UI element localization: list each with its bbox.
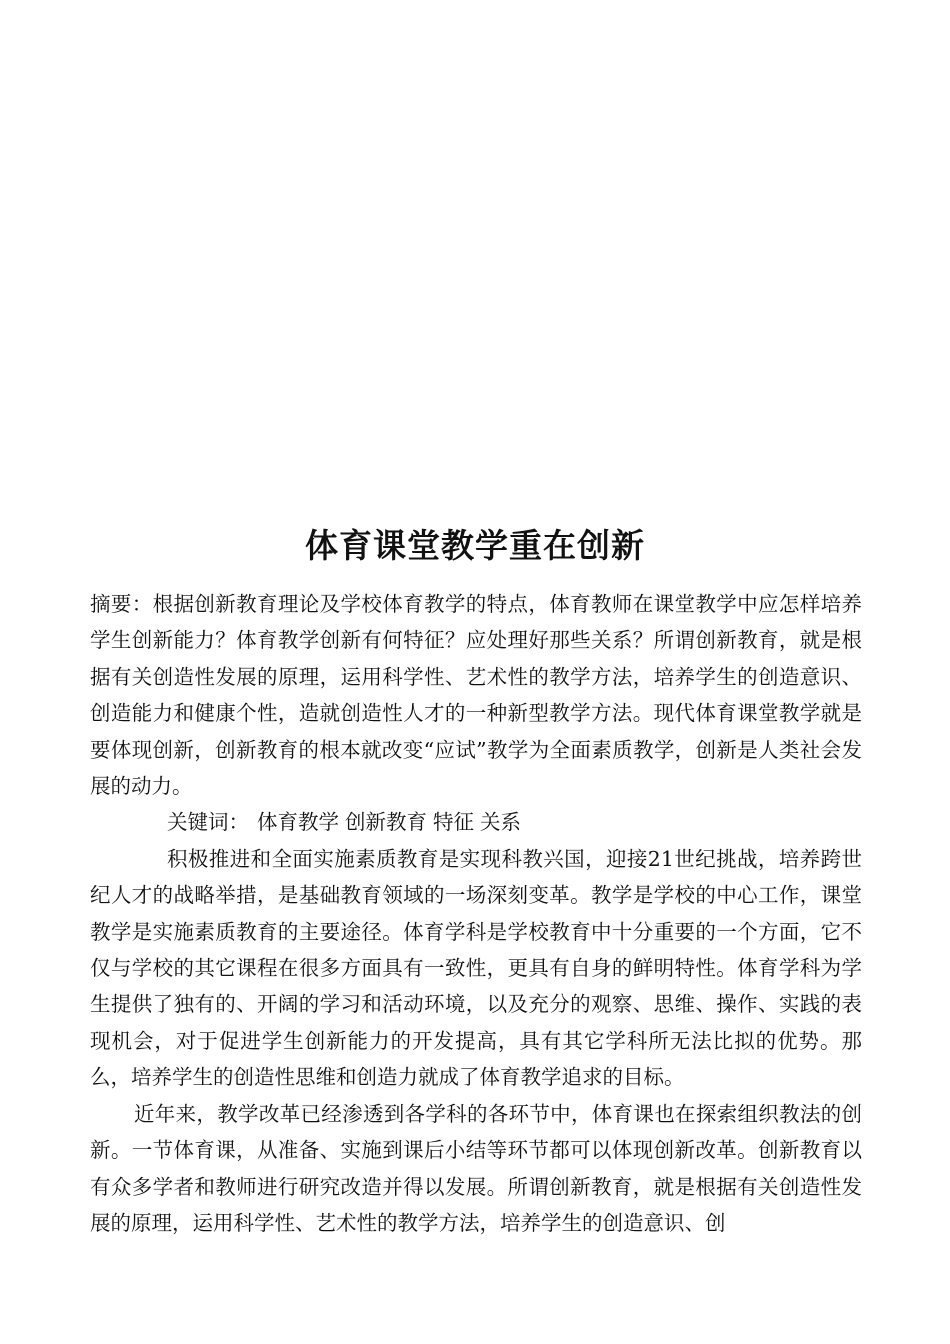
keywords-line (90, 804, 862, 840)
keyword-item: 体育教学 (257, 810, 339, 835)
abstract-text: 根据创新教育理论及学校体育教学的特点，体育教师在课堂教学中应怎样培养学生创新能力？体育教学创新有何特征？应处理好那些关系？所谓创新教育，就是根据有关创造性发展的原理，运用科学性、艺术性的教学方法，培养学生的创造意识、创造能力和健康个性，造就创造性人才的一种新型教学方法。现代体育课堂教学就是要体现创新，创新教育的根本就改变“应试”教学为全面素质教学，创新是人类社会发展的动力。 (90, 592, 862, 799)
document-title: 体育课堂教学重在创新 (305, 526, 645, 565)
keywords-label: 关键词： (167, 810, 249, 835)
body-paragraph-2: 近年来，教学改革已经渗透到各学科的各环节中，体育课也在探索组织教法的创新。一节体育课，从准备、实施到课后小结等环节都可以体现创新改革。创新教育以有众多学者和教师进行研究改造并得以发展。所谓创新教育，就是根据有关创造性发展的原理，运用科学性、艺术性的教学方法，培养学生的创造意识、创 (90, 1101, 862, 1235)
body-paragraph-1: 积极推进和全面实施素质教育是实现科教兴国，迎接21世纪挑战，培养跨世纪人才的战略举措，是基础教育领域的一场深刻变革。教学是学校的中心工作，课堂教学是实施素质教育的主要途径。体育学科是学校教育中十分重要的一个方面，它不仅与学校的其它课程在很多方面具有一致性，更具有自身的鲜明特性。体育学科为学生提供了独有的、开阔的学习和活动环境，以及充分的观察、思维、操作、实践的表现机会，对于促进学生创新能力的开发提高，具有其它学科所无法比拟的优势。那么，培养学生的创造性思维和创造力就成了体育教学追求的目标。 (90, 846, 862, 1090)
abstract-paragraph (90, 586, 862, 804)
keyword-item: 特征 (433, 810, 474, 835)
keyword-item: 关系 (480, 810, 521, 835)
keyword-item: 创新教育 (345, 810, 427, 835)
document-body (90, 586, 862, 1241)
abstract-label: 摘要： (90, 592, 153, 616)
